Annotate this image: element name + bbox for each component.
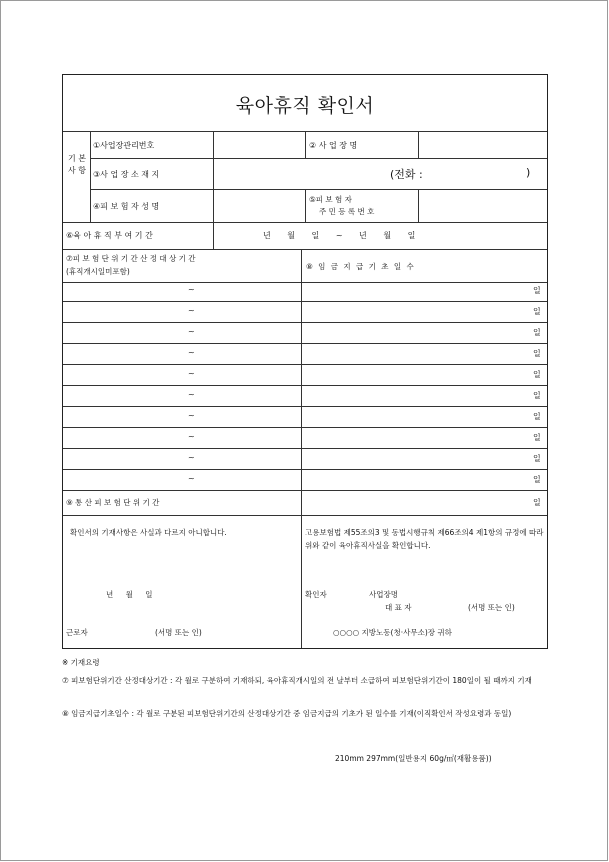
biz-name-sign-label: 사업장명 bbox=[369, 590, 398, 599]
period-cell: ~ bbox=[188, 432, 195, 441]
days-cell: 일 bbox=[533, 370, 541, 379]
total-period-label: ⑨ 통 산 피 보 험 단 위 기 간 bbox=[66, 498, 160, 507]
form-title: 육아휴직 확인서 bbox=[235, 95, 375, 117]
total-days-cell: 일 bbox=[533, 498, 541, 507]
biz-name-label: ② 사 업 장 명 bbox=[309, 141, 358, 150]
leave-period-label: ⑥육 아 휴 직 부 여 기 간 bbox=[66, 231, 153, 240]
leave-period-value: 년 월 일 ~ 년 월 일 bbox=[263, 231, 416, 240]
period-cell: ~ bbox=[188, 390, 195, 399]
days-cell: 일 bbox=[533, 328, 541, 337]
insured-period-header: ⑦피 보 험 단 위 기 간 산 정 대 상 기 간 bbox=[66, 254, 196, 263]
period-cell: ~ bbox=[188, 453, 195, 462]
basic-section-label: 기 본 사 항 bbox=[68, 154, 86, 175]
insured-name-label: ④피 보 험 자 성 명 bbox=[93, 202, 160, 211]
days-cell: 일 bbox=[533, 412, 541, 421]
note-8: ⑧ 임금지급기초일수 : 각 월로 구분된 피보험단위기간의 산정대상기간 중 임금지급의 기초가 된 일수를 기재(이직확인서 작성요령과 동일) bbox=[62, 709, 512, 718]
days-cell: 일 bbox=[533, 454, 541, 463]
period-cell: ~ bbox=[188, 348, 195, 357]
days-cell: 일 bbox=[533, 391, 541, 400]
leave-confirmation-form bbox=[62, 74, 548, 649]
days-cell: 일 bbox=[533, 433, 541, 442]
confirm-date: 년 월 일 bbox=[106, 590, 153, 599]
period-cell: ~ bbox=[188, 327, 195, 336]
insured-period-subheader: (휴직개시일미포함) bbox=[66, 267, 130, 276]
period-cell: ~ bbox=[188, 285, 195, 294]
period-cell: ~ bbox=[188, 474, 195, 483]
office-addressee: ○○○○ 지방노동(청·사무소)장 귀하 bbox=[333, 628, 452, 637]
notes-heading: ※ 기재요령 bbox=[62, 658, 100, 667]
days-cell: 일 bbox=[533, 286, 541, 295]
period-cell: ~ bbox=[188, 411, 195, 420]
days-cell: 일 bbox=[533, 475, 541, 484]
rep-label: 대 표 자 bbox=[385, 603, 412, 612]
worker-sign: (서명 또는 인) bbox=[155, 628, 202, 637]
confirmer-label: 확인자 bbox=[305, 590, 327, 599]
phone-close: ) bbox=[526, 166, 531, 179]
law-statement: 고용보험법 제55조의3 및 동법시행규칙 제66조의4 제1항의 규정에 따라 위와 같이 육아휴직사실을 확인합니다. bbox=[305, 528, 544, 550]
period-cell: ~ bbox=[188, 306, 195, 315]
days-cell: 일 bbox=[533, 307, 541, 316]
biz-address-label: ③사 업 장 소 재 지 bbox=[93, 170, 160, 179]
insured-id-label-a: ⑤피 보 험 자 bbox=[309, 195, 352, 204]
paper-spec-footer: 210mm 297mm(일반용지 60g/㎡(재활용품)) bbox=[335, 754, 492, 763]
days-cell: 일 bbox=[533, 349, 541, 358]
biz-mgmt-no-label: ①사업장관리번호 bbox=[93, 141, 155, 150]
confirm-statement: 확인서의 기재사항은 사실과 다르지 아니합니다. bbox=[70, 528, 227, 537]
insured-id-label-b: 주 민 등 록 번 호 bbox=[319, 207, 375, 216]
pay-days-header: ⑧ 임 금 지 급 기 초 일 수 bbox=[306, 262, 414, 271]
phone-open: (전화 : bbox=[390, 168, 423, 181]
worker-label: 근로자 bbox=[66, 628, 88, 637]
period-cell: ~ bbox=[188, 369, 195, 378]
note-7: ⑦ 피보험단위기간 산정대상기간 : 각 월로 구분하여 기재하되, 육아휴직개시일의 전 날부터 소급하여 피보험단위기간이 180일이 될 때까지 기재 bbox=[62, 676, 532, 685]
rep-sign: (서명 또는 인) bbox=[468, 603, 515, 612]
